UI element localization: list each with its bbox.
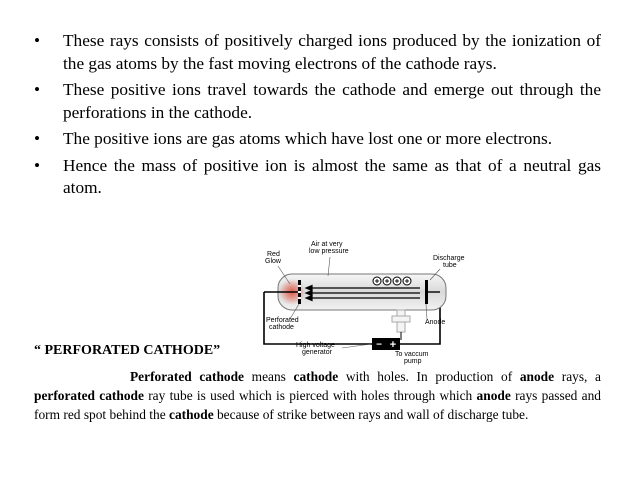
high-voltage-generator [372, 338, 400, 351]
label-perforated-line1: Perforated [266, 317, 299, 324]
minus-terminal: − [376, 339, 382, 351]
label-hv-line2: generator [302, 349, 332, 356]
bullet-text: The positive ions are gas atoms which have lost one or more electrons. [63, 129, 553, 148]
para-text: rays passed and form red spot behind the [34, 388, 601, 422]
para-text: means [244, 369, 294, 384]
label-air-line2: low pressure [309, 248, 349, 255]
para-text: because of strike between rays and wall of discharge tube. [213, 407, 529, 422]
bullet-text: These rays consists of positively charged ions produced by the ionization of the gas atoms by the fast moving electrons of the cathode rays. [63, 31, 601, 73]
bullet-marker: • [34, 155, 41, 175]
bullet-marker: • [34, 80, 41, 99]
label-air-line1: Air at very [311, 241, 343, 248]
figure-caption: “ PERFORATED CATHODE” [34, 343, 221, 358]
bullet-item [34, 30, 601, 75]
bullet-item [34, 79, 601, 124]
term-cathode: cathode [293, 369, 339, 384]
para-text: with holes. In production of [338, 369, 520, 384]
bullet-item [34, 128, 601, 151]
para-text: ray tube is used which is pierced with holes through which [143, 388, 477, 403]
bullet-list [34, 30, 601, 204]
label-anode: Anode [425, 319, 446, 326]
label-red-glow-line1: Red [267, 251, 280, 258]
label-perforated-line2: cathode [269, 324, 294, 331]
label-discharge-line2: tube [443, 262, 457, 269]
label-red-glow-line2: Glow [265, 258, 281, 265]
bullet-marker: • [34, 129, 41, 148]
term-cathode: cathode [169, 407, 214, 422]
ray-arrows [306, 286, 420, 301]
bullet-marker: • [34, 31, 41, 50]
bullet-text: These positive ions travel towards the cathode and emerge out through the perforations in the cathode. [63, 80, 601, 122]
para-text: rays, a [554, 369, 601, 384]
plus-terminal: + [389, 339, 397, 351]
vacuum-pump-outlet [392, 310, 410, 340]
bullet-item [34, 155, 601, 200]
description-paragraph [34, 367, 601, 424]
label-discharge-line1: Discharge [433, 255, 465, 262]
term-anode: anode [476, 388, 511, 403]
label-pump-line2: pump [404, 358, 422, 365]
term-perforated-cathode: perforated cathode [34, 388, 144, 403]
term-anode: anode [519, 369, 555, 384]
discharge-tube-diagram [250, 236, 490, 371]
term-perforated-cathode: Perforated cathode [130, 369, 244, 384]
bullet-text: Hence the mass of positive ion is almost the same as that of a neutral gas atom. [63, 155, 601, 197]
label-pump-line1: To vaccum [395, 351, 429, 358]
label-hv-line1: High voltage [296, 342, 335, 349]
